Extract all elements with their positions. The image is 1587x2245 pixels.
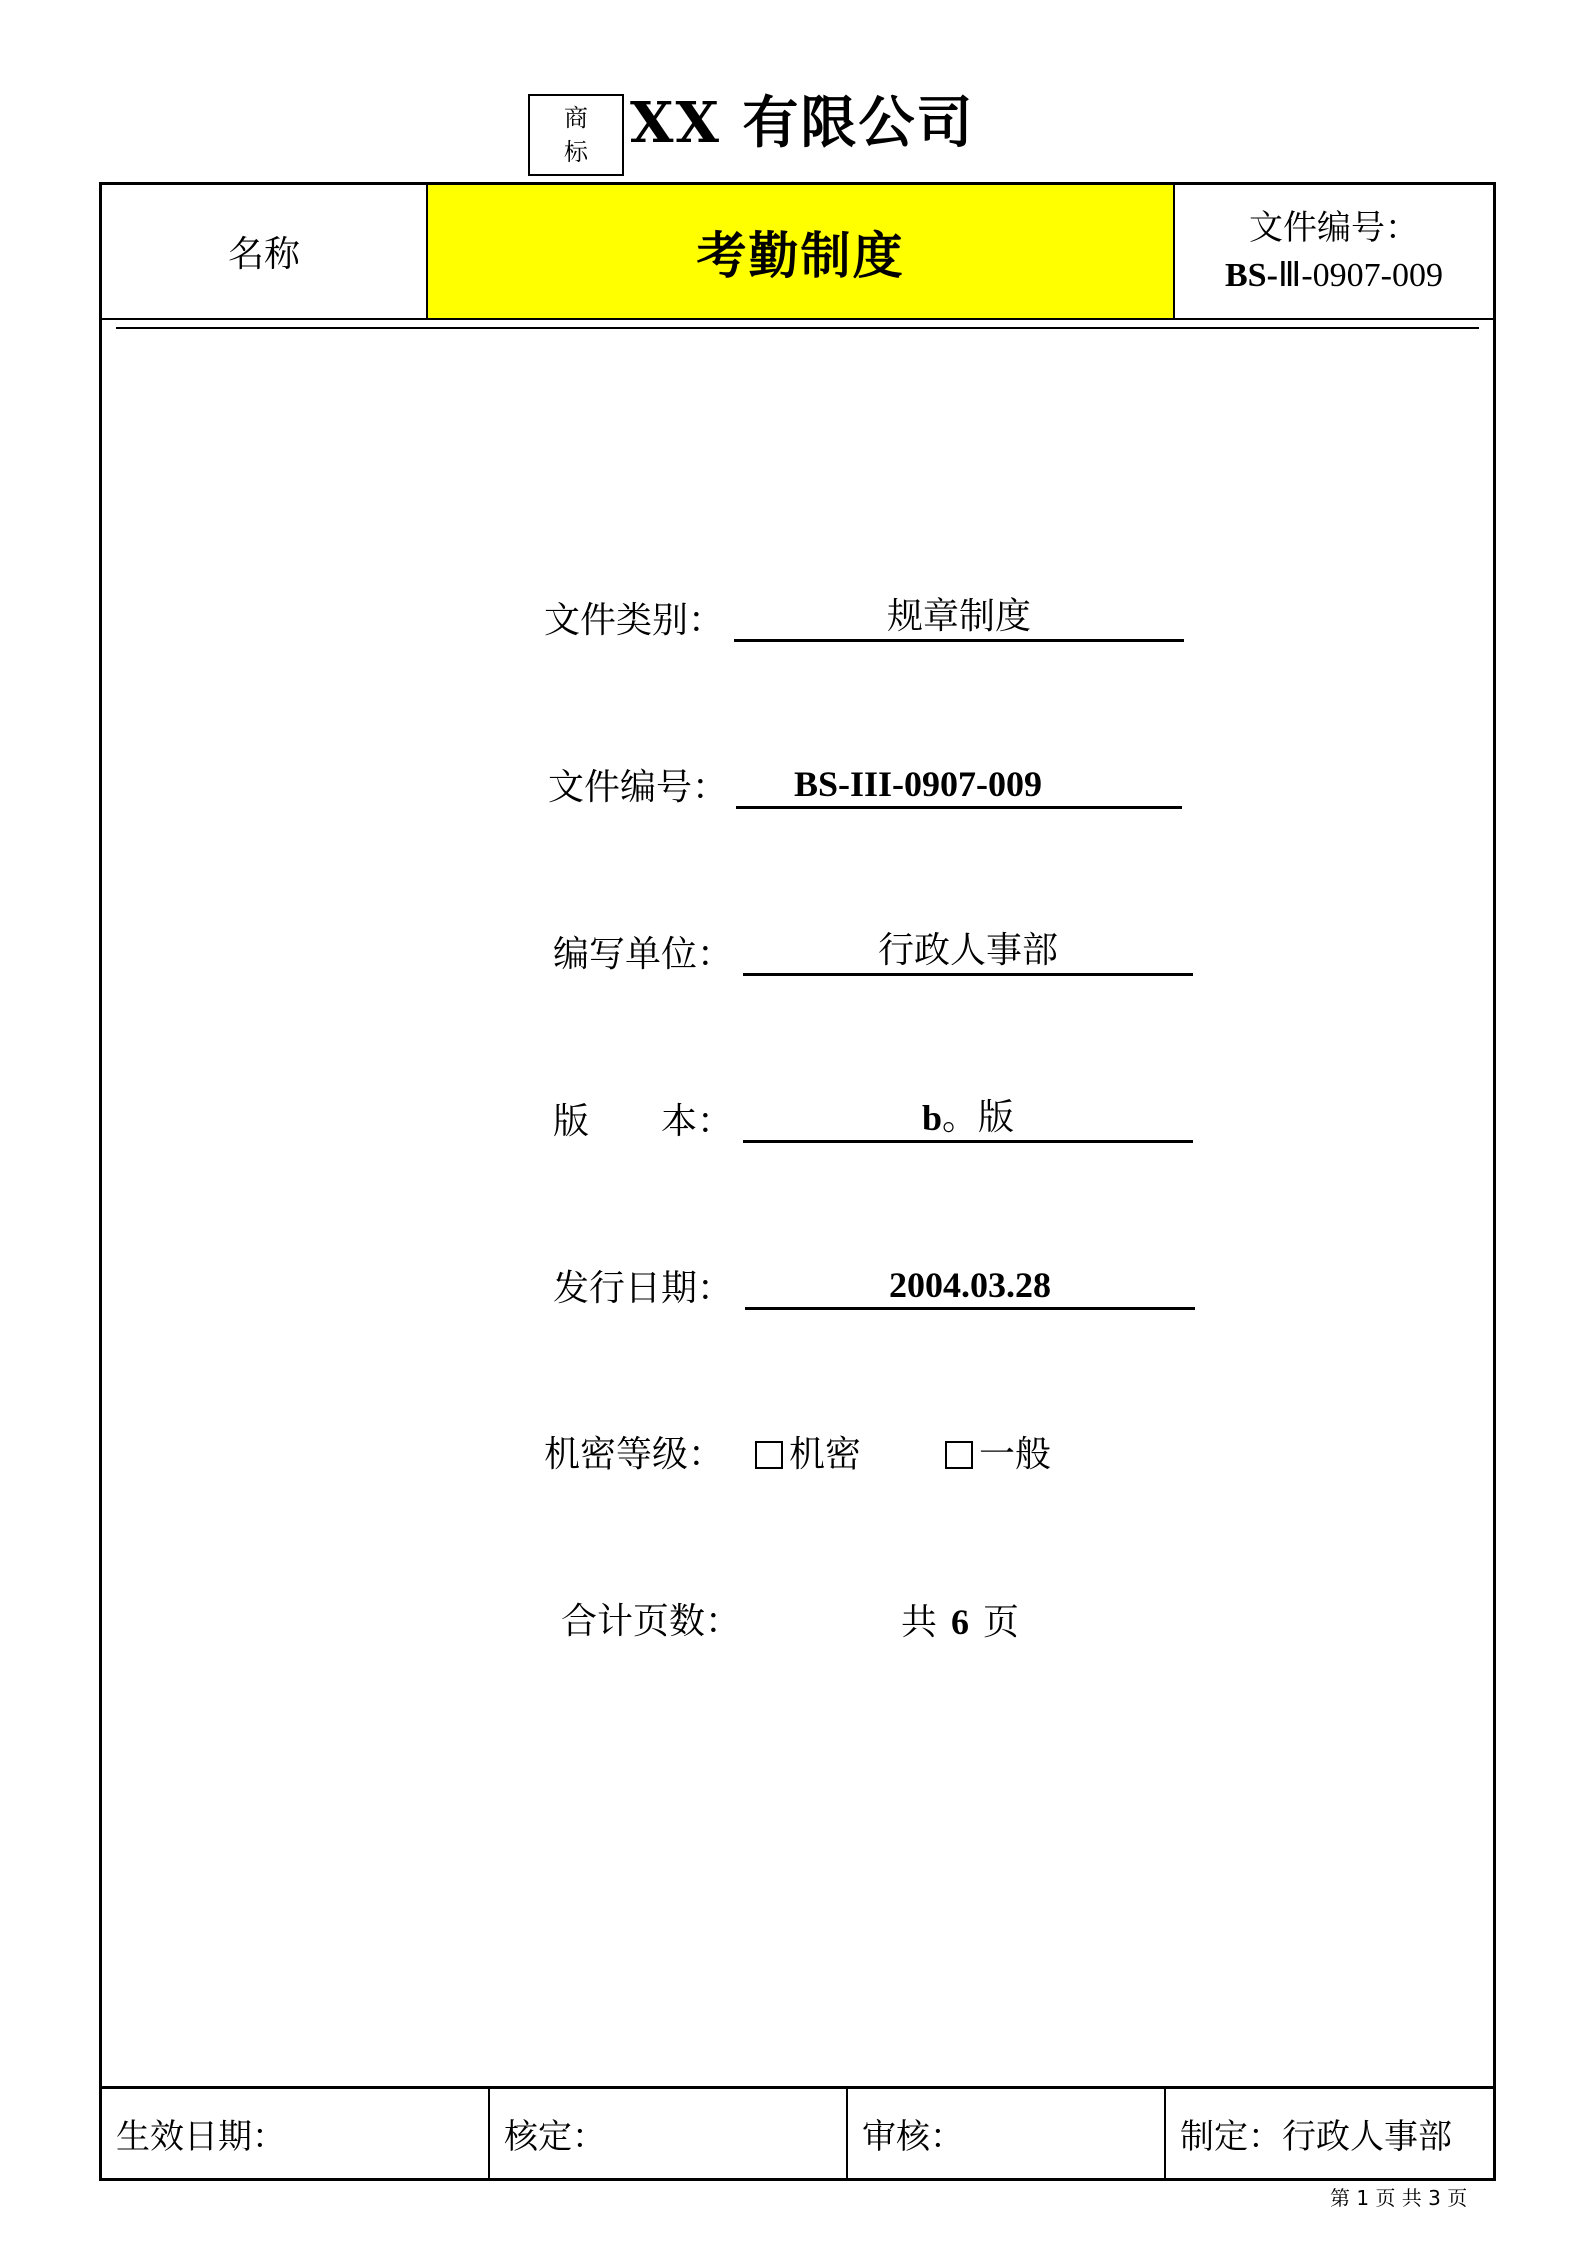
pages-prefix: 共 bbox=[901, 1602, 938, 1643]
document-number-label: 文件编号： bbox=[1249, 207, 1419, 248]
unit-label: 编写单位： bbox=[553, 934, 734, 975]
field-version bbox=[102, 1092, 1493, 1152]
secrecy-option-confidential[interactable] bbox=[755, 1425, 861, 1485]
document-title: 考勤制度 bbox=[428, 185, 1175, 318]
document-number: BS-Ⅲ-0907-009 bbox=[1224, 256, 1443, 294]
secrecy-option-general-label: 一般 bbox=[979, 1434, 1052, 1475]
title-divider bbox=[116, 327, 1479, 329]
title-row bbox=[102, 185, 1493, 320]
prepared-cell: 制定：行政人事部 bbox=[1180, 2117, 1452, 2157]
checkbox-icon[interactable] bbox=[755, 1441, 783, 1469]
pages-suffix: 页 bbox=[983, 1602, 1020, 1643]
number-label: 文件编号： bbox=[548, 767, 729, 808]
field-category bbox=[102, 591, 1493, 651]
unit-value: 行政人事部 bbox=[743, 925, 1193, 976]
reviewed-cell: 审核： bbox=[848, 2089, 1166, 2178]
company-name: XX 有限公司 bbox=[630, 90, 975, 156]
trademark-box bbox=[528, 94, 624, 176]
category-label: 文件类别： bbox=[544, 600, 725, 641]
document-number-suffix: Ⅲ-0907-009 bbox=[1277, 256, 1443, 294]
field-unit bbox=[102, 925, 1493, 985]
date-label: 发行日期： bbox=[553, 1268, 734, 1309]
pages-value bbox=[901, 1592, 1019, 1653]
page-number: 第 1 页 共 3 页 bbox=[1330, 2186, 1468, 2210]
version-letter: b bbox=[921, 1098, 942, 1138]
version-value bbox=[743, 1092, 1193, 1143]
trademark-char-1: 商 bbox=[564, 104, 588, 132]
number-value bbox=[736, 758, 1182, 809]
version-text: 。版 bbox=[942, 1097, 1015, 1138]
trademark-char-2: 标 bbox=[564, 138, 588, 166]
checkbox-icon[interactable] bbox=[945, 1441, 973, 1469]
secrecy-option-confidential-label: 机密 bbox=[789, 1434, 862, 1475]
name-label: 名称 bbox=[102, 185, 428, 318]
category-value: 规章制度 bbox=[734, 591, 1184, 642]
secrecy-option-general[interactable] bbox=[945, 1425, 1051, 1485]
document-number-cell bbox=[1175, 185, 1493, 318]
approved-cell: 核定： bbox=[490, 2089, 848, 2178]
effective-date-cell: 生效日期： bbox=[102, 2089, 490, 2178]
field-date bbox=[102, 1259, 1493, 1319]
secrecy-label: 机密等级： bbox=[544, 1434, 725, 1475]
signature-row bbox=[102, 2086, 1493, 2178]
pages-label: 合计页数： bbox=[561, 1601, 742, 1642]
field-secrecy bbox=[102, 1425, 1493, 1485]
version-label: 版 本： bbox=[553, 1101, 734, 1142]
document-frame bbox=[99, 182, 1496, 2181]
date-value: 2004.03.28 bbox=[745, 1259, 1195, 1310]
field-number bbox=[102, 758, 1493, 818]
field-pages bbox=[102, 1592, 1493, 1652]
number-value-text: BS-III-0907-009 bbox=[794, 764, 1043, 804]
pages-count: 6 bbox=[951, 1602, 970, 1642]
